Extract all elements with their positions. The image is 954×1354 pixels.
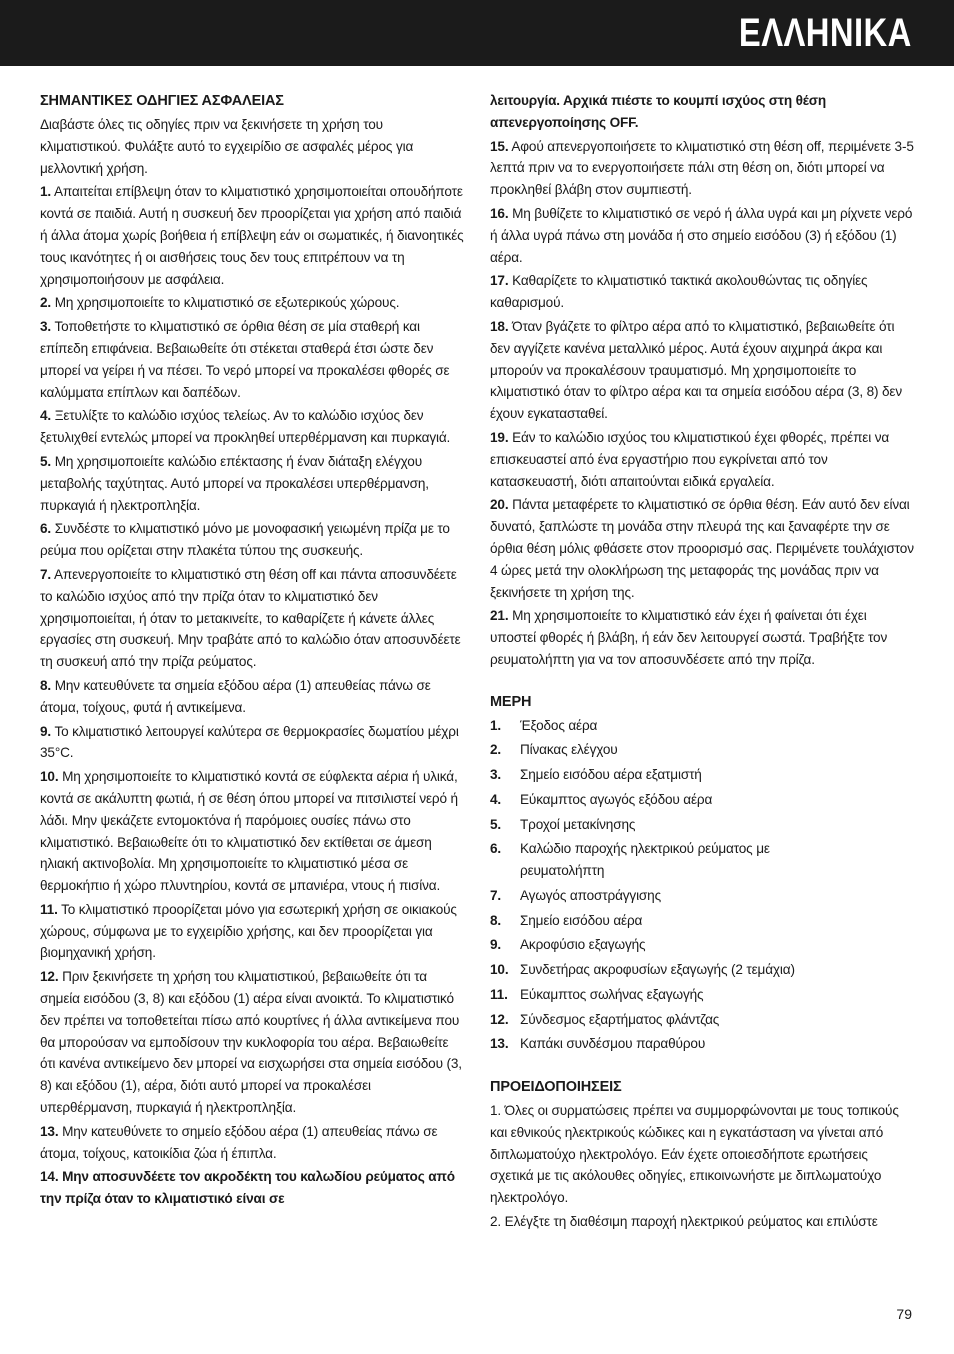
list-item	[490, 1009, 914, 1031]
item-number: 8.	[40, 677, 52, 693]
item-number: 20.	[490, 497, 509, 513]
section-spacer	[490, 1058, 914, 1076]
item-number: 11.	[40, 901, 58, 917]
item-number: 8.	[490, 912, 502, 928]
item-text: Αφού απενεργοποιήσετε το κλιματιστικό στη θέση off, περιμένετε 3-5 λεπτά πριν να το ενεργοποιήσετε πάλι στη θέση on, διότι μπορεί να προκληθεί βλάβη στον συμπιεστή.	[490, 138, 914, 198]
item-number: 5.	[40, 453, 52, 469]
safety-item	[40, 564, 464, 673]
item-number: 13.	[40, 1123, 59, 1139]
item-text: Μην κατευθύνετε τα σημεία εξόδου αέρα (1) απευθείας πάνω σε άτομα, τοίχους, φυτά ή αντικείμενα.	[40, 677, 431, 715]
item-number: 15.	[490, 138, 509, 154]
item-text: Εάν το καλώδιο ισχύος του κλιματιστικού έχει φθορές, πρέπει να επισκευαστεί από ένα εργαστήριο που εγκρίνεται από τον κατασκευαστή, διότι απαιτούνται ειδικά εργαλεία.	[490, 429, 890, 489]
safety-item	[40, 451, 464, 516]
item-number: 3.	[490, 767, 502, 783]
safety-item	[40, 292, 464, 314]
item-number: 13.	[490, 1036, 509, 1052]
item-text: Μην κατευθύνετε το σημείο εξόδου αέρα (1) απευθείας πάνω σε άτομα, τοίχους, κατοικίδια ζώα ή έπιπλα.	[40, 1123, 438, 1161]
header-banner	[0, 0, 954, 66]
safety-item	[40, 766, 464, 897]
item-number: 10.	[40, 769, 59, 785]
item-number: 4.	[40, 408, 52, 424]
item-number: 1.	[40, 184, 52, 200]
item-text: Μη βυθίζετε το κλιματιστικό σε νερό ή άλλα υγρά και μη ρίχνετε νερό ή άλλα υγρά πάνω στη μονάδα ή στο σημείο εισόδου (3) ή εξόδου (1) αέρα.	[490, 205, 913, 265]
item-number: 6.	[40, 521, 52, 537]
safety-item	[490, 316, 914, 425]
item-text: Ακροφύσιο εξαγωγής	[520, 937, 646, 953]
safety-heading: ΣΗΜΑΝΤΙΚΕΣ ΟΔΗΓΙΕΣ ΑΣΦΑΛΕΙΑΣ	[40, 93, 284, 109]
item-text: Μη χρησιμοποιείτε το κλιματιστικό κοντά σε εύφλεκτα αέρια ή υλικά, κοντά σε ακάλυπτη φωτιά, ή σε θέση όπου μπορεί να πιτσιλιστεί νερό ή λάδι. Μην ψεκάζετε εντομοκτόνα ή παρόμοιες ουσίες πάνω στο κλιματιστικό. Βεβαιωθείτε ότι το κλιματιστικό δεν εκτίθεται σε άμεση ηλιακή ακτινοβολία. Μη χρησιμοποιείτε το κλιματιστικό μέσα σε θερμοκήπιο ή χώρο πλυντηρίου, κοντά σε μπανιέρα, ντους ή πισίνα.	[40, 769, 458, 894]
item-number: 17.	[490, 273, 509, 289]
item-text: Ξετυλίξτε το καλώδιο ισχύος τελείως. Αν το καλώδιο ισχύος δεν ξετυλιχθεί εντελώς μπορεί να προκληθεί υπερθέρμανση και πυρκαγιά.	[40, 408, 451, 446]
list-item	[490, 789, 914, 811]
list-item	[490, 739, 914, 761]
item-text: Μη χρησιμοποιείτε καλώδιο επέκτασης ή έναν διάταξη ελέγχου μεταβολής ταχύτητας. Αυτό μπορεί να προκαλέσει υπερθέρμανση, πυρκαγιά ή ηλεκτροπληξία.	[40, 453, 429, 513]
item-text: Εύκαμπτος αγωγός εξόδου αέρα	[520, 791, 713, 807]
safety-item	[40, 1121, 464, 1165]
list-item	[490, 814, 914, 836]
item-text: Το κλιματιστικό λειτουργεί καλύτερα σε θερμοκρασίες δωματίου μέχρι 35°C.	[40, 723, 459, 761]
item-number: 12.	[490, 1011, 509, 1027]
right-column	[490, 90, 914, 1235]
list-item	[490, 1033, 914, 1055]
item-number: 9.	[40, 723, 52, 739]
parts-list	[490, 715, 914, 1055]
list-item	[490, 959, 914, 981]
list-item	[490, 885, 914, 907]
safety-item	[40, 899, 464, 964]
safety-item	[40, 518, 464, 562]
item-text: Αγωγός αποστράγγισης	[520, 887, 661, 903]
item-number: 1.	[490, 717, 502, 733]
item-text: Απενεργοποιείτε το κλιματιστικό στη θέση off και πάντα αποσυνδέετε το καλώδιο ισχύος από την πρίζα όταν το κλιματιστικό δεν χρησιμοποιείται, ή όταν το μετακινείτε, το καθαρίζετε ή κάνετε άλλες εργασίες στη συσκευή. Μην τραβάτε από το καλώδιο όταν αποσυνδέετε τη συσκευή από την πρίζα ρεύματος.	[40, 566, 461, 670]
item-text: Απαιτείται επίβλεψη όταν το κλιματιστικό χρησιμοποιείται οπουδήποτε κοντά σε παιδιά. Αυτή η συσκευή δεν προορίζεται για χρήση από παιδιά ή άλλα άτομα χωρίς βοήθεια ή επίβλεψη εάν οι σωματικές, ή διανοητικές τους ικανότητες ή οι αισθήσεις τους δεν τους επιτρέπουν να τη χρησιμοποιήσουν με ασφάλεια.	[40, 184, 464, 287]
item-number: 10.	[490, 962, 509, 978]
language-title: ΕΛΛΗΝΙΚΑ	[739, 11, 912, 55]
item-text: Πίνακας ελέγχου	[520, 742, 618, 758]
list-item	[490, 984, 914, 1006]
item-number: 18.	[490, 318, 509, 334]
list-item	[490, 934, 914, 956]
item-number: 16.	[490, 205, 509, 221]
list-item	[490, 910, 914, 932]
item-text: Το κλιματιστικό προορίζεται μόνο για εσωτερική χρήση σε οικιακούς χώρους, σύμφωνα με το εγχειρίδιο χρήσης, και δεν προορίζεται για βιομηχανική χρήση.	[40, 901, 457, 961]
item-number: 5.	[490, 816, 502, 832]
item-number: 4.	[490, 791, 502, 807]
item-number: 9.	[490, 937, 502, 953]
item-text: Τροχοί μετακίνησης	[520, 816, 636, 832]
safety-item	[490, 494, 914, 603]
safety-item	[490, 605, 914, 670]
item-text: Εύκαμπτος σωλήνας εξαγωγής	[520, 986, 704, 1002]
item-number: 11.	[490, 986, 508, 1002]
warning-item: 1. Όλες οι συρματώσεις πρέπει να συμμορφώνονται με τους τοπικούς και εθνικούς ηλεκτρικούς κώδικες και η εγκατάσταση να γίνεται από διπλωματούχο ηλεκτρολόγο. Εάν έχετε οποιεσδήποτε ερωτήσεις σχετικά με τις ακόλουθες οδηγίες, επικοινωνήστε με διπλωματούχο ηλεκτρολόγο.	[490, 1103, 899, 1206]
safety-item	[490, 203, 914, 268]
safety-item	[40, 675, 464, 719]
safety-item	[490, 427, 914, 492]
warnings-heading: ΠΡΟΕΙΔΟΠΟΙΗΣΕΙΣ	[490, 1079, 622, 1096]
item-number: 21.	[490, 608, 509, 624]
item-text: Συνδετήρας ακροφυσίων εξαγωγής (2 τεμάχια)	[520, 962, 795, 978]
safety-item	[40, 316, 464, 403]
item-text: Πριν ξεκινήσετε τη χρήση του κλιματιστικού, βεβαιωθείτε ότι τα σημεία εισόδου (3, 8) και εξόδου (1) αέρα είναι ανοικτά. Το κλιματιστικό δεν πρέπει να τοποθετείται πίσω από κουρτίνες ή άλλα αντικείμενα που θα μπορούσαν να εμποδίσουν την κυκλοφορία του αέρα. Βεβαιωθείτε ότι κανένα αντικείμενο δεν μπορεί να εισχωρήσει στα σημεία εισόδου (3, 8) και εξόδου (1), αέρα, διότι αυτό μπορεί να προκαλέσει υπερθέρμανση, πυρκαγιά ή ηλεκτροπληξία.	[40, 969, 462, 1116]
item-text: Καλώδιο παροχής ηλεκτρικού ρεύματος με ρευματολήπτη	[520, 841, 770, 879]
parts-heading: ΜΕΡΗ	[490, 693, 532, 710]
item-text: Συνδέστε το κλιματιστικό μόνο με μονοφασική γειωμένη πρίζα με το ρεύμα που ορίζεται στην πλακέτα τύπου της συσκευής.	[40, 521, 450, 559]
safety-item	[40, 405, 464, 449]
item-number: 6.	[490, 841, 502, 857]
item-text: Όταν βγάζετε το φίλτρο αέρα από το κλιματιστικό, βεβαιωθείτε ότι δεν αγγίζετε κανένα μεταλλικό μέρος. Αυτά έχουν αιχμηρά άκρα και μπορούν να προκαλέσουν τραυματισμό. Μη χρησιμοποιείτε το κλιματιστικό όταν το φίλτρο αέρα και τα σημεία εισόδου αέρα (3, 8) δεν έχουν εγκατασταθεί.	[490, 318, 902, 422]
safety-item	[40, 721, 464, 765]
item-text: Μη χρησιμοποιείτε το κλιματιστικό σε εξωτερικούς χώρους.	[54, 295, 400, 311]
item-number: 3.	[40, 319, 52, 335]
item-text: Καθαρίζετε το κλιματιστικό τακτικά ακολουθώντας τις οδηγίες καθαρισμού.	[490, 273, 868, 311]
item-text: Τοποθετήστε το κλιματιστικό σε όρθια θέση σε μία σταθερή και επίπεδη επιφάνεια. Βεβαιωθείτε ότι στέκεται σταθερά έτσι ώστε δεν μπορεί να γείρει ή να πέσει. Το νερό μπορεί να προκαλέσει φθορές σε καλύμματα επίπλων και δαπέδων.	[40, 319, 450, 400]
item-number: 7.	[40, 566, 52, 582]
item-text: Σημείο εισόδου αέρα	[520, 912, 643, 928]
item-number: 19.	[490, 429, 509, 445]
item-text: Έξοδος αέρα	[520, 717, 598, 733]
section-spacer	[490, 673, 914, 691]
list-item	[490, 838, 914, 882]
item-number: 7.	[490, 887, 502, 903]
item-text: Σημείο εισόδου αέρα εξατμιστή	[520, 767, 702, 783]
list-item	[490, 764, 914, 786]
item-text: Πάντα μεταφέρετε το κλιματιστικό σε όρθια θέση. Εάν αυτό δεν είναι δυνατό, ξαπλώστε τη μονάδα στην πλευρά της και ξαναφέρτε την σε όρθια θέση μόλις φθάσετε στον προορισμό σας. Περιμένετε τουλάχιστον 4 ώρες μετά την ολοκλήρωση της μεταφοράς της μονάδας πριν να ξεκινήσετε τη χρήση της.	[490, 497, 914, 600]
safety-intro: Διαβάστε όλες τις οδηγίες πριν να ξεκινήσετε τη χρήση του κλιματιστικού. Φυλάξτε αυτό το εγχειρίδιο σε ασφαλές μέρος για μελλοντική χρήση.	[40, 117, 414, 176]
list-item	[490, 715, 914, 737]
item-text: Σύνδεσμος εξαρτήματος φλάντζας	[520, 1011, 720, 1027]
safety-item	[490, 136, 914, 201]
item-number: 12.	[40, 969, 59, 985]
safety-item	[40, 181, 464, 290]
safety-item-14-start: 14. Μην αποσυνδέετε τον ακροδέκτη του καλωδίου ρεύματος από την πρίζα όταν το κλιματιστικό είναι σε	[40, 1169, 455, 1207]
left-column	[40, 90, 464, 1212]
safety-item	[490, 270, 914, 314]
safety-item	[40, 966, 464, 1119]
item-number: 2.	[490, 742, 502, 758]
item-text: Μη χρησιμοποιείτε το κλιματιστικό εάν έχει ή φαίνεται ότι έχει υποστεί φθορές ή βλάβη, ή εάν δεν λειτουργεί σωστά. Τραβήξτε τον ρευματολήπτη για να τον αποσυνδέσετε από την πρίζα.	[490, 608, 888, 667]
page-number: 79	[896, 1306, 912, 1322]
item-text: Καπάκι συνδέσμου παραθύρου	[520, 1036, 706, 1052]
safety-item-14-end: λειτουργία. Αρχικά πιέστε το κουμπί ισχύος στη θέση απενεργοποίησης OFF.	[490, 93, 827, 130]
warning-item: 2. Ελέγξτε τη διαθέσιμη παροχή ηλεκτρικού ρεύματος και επιλύστε	[490, 1214, 878, 1230]
item-number: 2.	[40, 295, 52, 311]
